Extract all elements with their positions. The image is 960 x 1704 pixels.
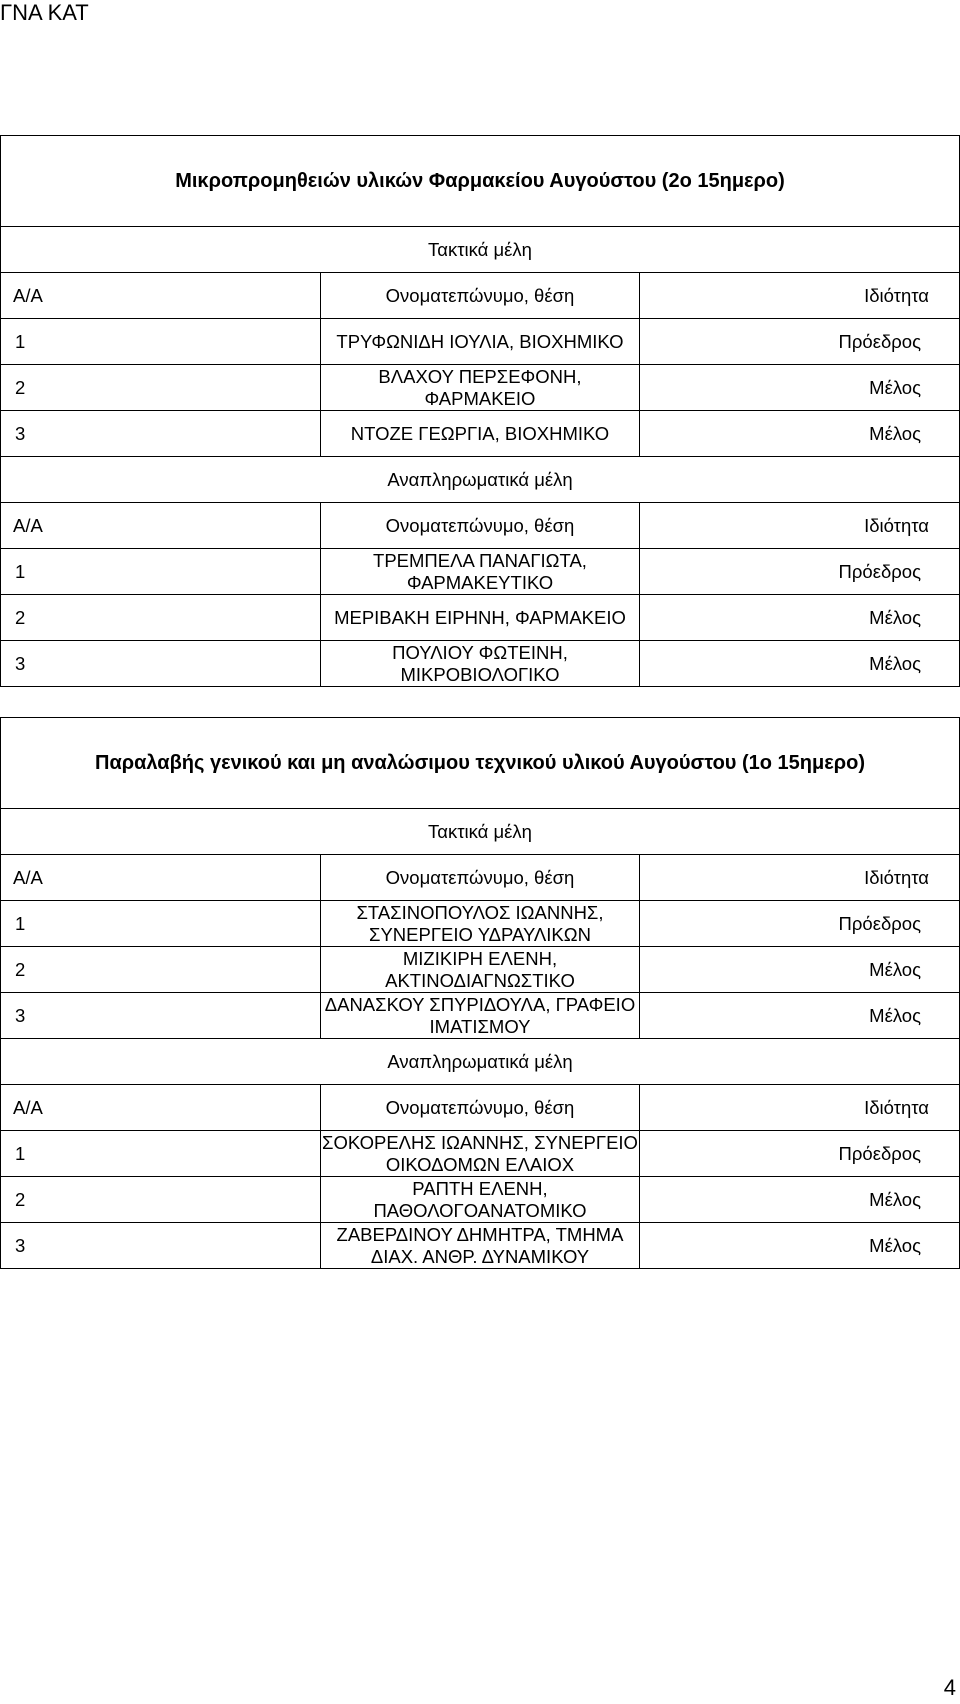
- row-number: 3: [1, 641, 321, 687]
- member-name: ΡΑΠΤΗ ΕΛΕΝΗ, ΠΑΘΟΛΟΓΟΑΝΑΤΟΜΙΚΟ: [320, 1177, 640, 1223]
- member-name: ΤΡΥΦΩΝΙΔΗ ΙΟΥΛΙΑ, ΒΙΟΧΗΜΙΚΟ: [320, 319, 640, 365]
- table-row: [1, 1131, 960, 1177]
- section-row: [1, 227, 960, 273]
- table-row: [1, 1223, 960, 1269]
- row-number: 2: [1, 947, 321, 993]
- committee-title-row: [1, 136, 960, 227]
- column-header-role: Ιδιότητα: [640, 855, 960, 901]
- table-row: [1, 993, 960, 1039]
- section-label-alternate: Αναπληρωματικά μέλη: [1, 1039, 960, 1085]
- member-role: Μέλος: [640, 947, 960, 993]
- row-number: 1: [1, 901, 321, 947]
- section-label-alternate: Αναπληρωματικά μέλη: [1, 457, 960, 503]
- row-number: 2: [1, 595, 321, 641]
- row-number: 1: [1, 1131, 321, 1177]
- table-row: [1, 319, 960, 365]
- table-row: [1, 365, 960, 411]
- committee-title: Μικροπρομηθειών υλικών Φαρμακείου Αυγούστου (2ο 15ημερο): [1, 136, 960, 227]
- column-header-name: Ονοματεπώνυμο, θέση: [320, 273, 640, 319]
- table-row: [1, 411, 960, 457]
- column-header-num: Α/Α: [1, 503, 321, 549]
- member-name: ΖΑΒΕΡΔΙΝΟΥ ΔΗΜΗΤΡΑ, ΤΜΗΜΑ ΔΙΑΧ. ΑΝΘΡ. ΔΥΝΑΜΙΚΟΥ: [320, 1223, 640, 1269]
- committee-table: [0, 135, 960, 687]
- row-number: 3: [1, 1223, 321, 1269]
- committee-table: [0, 717, 960, 1269]
- column-header-row: [1, 273, 960, 319]
- section-row: [1, 457, 960, 503]
- member-role: Μέλος: [640, 365, 960, 411]
- member-name: ΠΟΥΛΙΟΥ ΦΩΤΕΙΝΗ, ΜΙΚΡΟΒΙΟΛΟΓΙΚΟ: [320, 641, 640, 687]
- member-role: Μέλος: [640, 595, 960, 641]
- member-name: ΔΑΝΑΣΚΟΥ ΣΠΥΡΙΔΟΥΛΑ, ΓΡΑΦΕΙΟ ΙΜΑΤΙΣΜΟΥ: [320, 993, 640, 1039]
- member-role: Μέλος: [640, 411, 960, 457]
- table-row: [1, 1177, 960, 1223]
- member-role: Πρόεδρος: [640, 901, 960, 947]
- row-number: 2: [1, 365, 321, 411]
- member-role: Πρόεδρος: [640, 1131, 960, 1177]
- row-number: 1: [1, 549, 321, 595]
- table-row: [1, 641, 960, 687]
- member-name: ΣΤΑΣΙΝΟΠΟΥΛΟΣ ΙΩΑΝΝΗΣ, ΣΥΝΕΡΓΕΙΟ ΥΔΡΑΥΛΙΚΩΝ: [320, 901, 640, 947]
- member-name: ΜΙΖΙΚΙΡΗ ΕΛΕΝΗ, ΑΚΤΙΝΟΔΙΑΓΝΩΣΤΙΚΟ: [320, 947, 640, 993]
- column-header-num: Α/Α: [1, 855, 321, 901]
- column-header-row: [1, 503, 960, 549]
- member-role: Μέλος: [640, 641, 960, 687]
- column-header-name: Ονοματεπώνυμο, θέση: [320, 855, 640, 901]
- row-number: 1: [1, 319, 321, 365]
- table-row: [1, 549, 960, 595]
- member-name: ΒΛΑΧΟΥ ΠΕΡΣΕΦΟΝΗ, ΦΑΡΜΑΚΕΙΟ: [320, 365, 640, 411]
- column-header-row: [1, 1085, 960, 1131]
- table-row: [1, 595, 960, 641]
- member-role: Μέλος: [640, 993, 960, 1039]
- row-number: 3: [1, 411, 321, 457]
- committee-title-row: [1, 718, 960, 809]
- column-header-num: Α/Α: [1, 273, 321, 319]
- member-name: ΤΡΕΜΠΕΛΑ ΠΑΝΑΓΙΩΤΑ, ΦΑΡΜΑΚΕΥΤΙΚΟ: [320, 549, 640, 595]
- section-label-regular: Τακτικά μέλη: [1, 809, 960, 855]
- committee-title: Παραλαβής γενικού και μη αναλώσιμου τεχνικού υλικού Αυγούστου (1ο 15ημερο): [1, 718, 960, 809]
- section-row: [1, 809, 960, 855]
- section-row: [1, 1039, 960, 1085]
- member-name: ΜΕΡΙΒΑΚΗ ΕΙΡΗΝΗ, ΦΑΡΜΑΚΕΙΟ: [320, 595, 640, 641]
- section-label-regular: Τακτικά μέλη: [1, 227, 960, 273]
- column-header-role: Ιδιότητα: [640, 1085, 960, 1131]
- table-row: [1, 901, 960, 947]
- member-role: Πρόεδρος: [640, 549, 960, 595]
- column-header-role: Ιδιότητα: [640, 273, 960, 319]
- page-number: 4: [943, 1675, 956, 1700]
- column-header-role: Ιδιότητα: [640, 503, 960, 549]
- document-header: ΓΝΑ ΚΑΤ: [0, 0, 89, 25]
- member-name: ΝΤΟΖΕ ΓΕΩΡΓΙΑ, ΒΙΟΧΗΜΙΚΟ: [320, 411, 640, 457]
- column-header-name: Ονοματεπώνυμο, θέση: [320, 503, 640, 549]
- column-header-row: [1, 855, 960, 901]
- row-number: 2: [1, 1177, 321, 1223]
- member-role: Μέλος: [640, 1177, 960, 1223]
- column-header-num: Α/Α: [1, 1085, 321, 1131]
- row-number: 3: [1, 993, 321, 1039]
- table-row: [1, 947, 960, 993]
- column-header-name: Ονοματεπώνυμο, θέση: [320, 1085, 640, 1131]
- member-name: ΣΟΚΟΡΕΛΗΣ ΙΩΑΝΝΗΣ, ΣΥΝΕΡΓΕΙΟ ΟΙΚΟΔΟΜΩΝ ΕΛΑΙΟΧ: [322, 1131, 638, 1175]
- member-role: Πρόεδρος: [640, 319, 960, 365]
- member-role: Μέλος: [640, 1223, 960, 1269]
